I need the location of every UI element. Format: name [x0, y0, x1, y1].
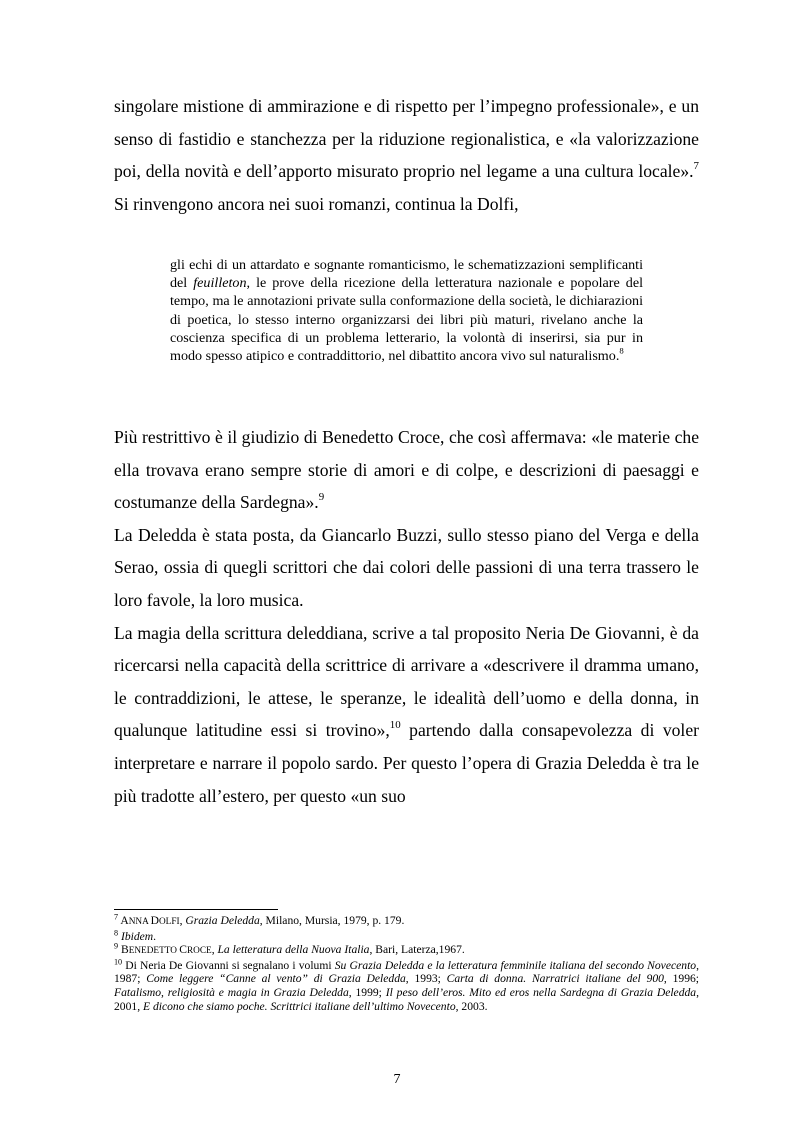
footnote-7: $^7$ ANNA DOLFI, Grazia Deledda, Milano, Mursia, 1979, p. 179.: [114, 912, 405, 927]
main-text-lower: [114, 421, 699, 812]
footnote-9: $^9$ BENEDETTO CROCE, La letteratura della Nuova Italia, Bari, Laterza,1967.: [114, 941, 465, 957]
footnote-ref-8[interactable]: 8: [619, 345, 624, 356]
page-number: 7: [393, 1072, 401, 1087]
paragraph-dolfi: singolare mistione di ammirazione e di rispetto per l’impegno professionale», e un senso di fastidio e stanchezza per la riduzione regionalistica, e «la valorizzazione poi, della novità e dell’apporto misurato proprio nel legame a una cultura locale».$^7$ Si rinvengono ancora nei suoi romanzi, continua la Dolfi,: [114, 96, 699, 214]
footnotes: [114, 914, 699, 1013]
block-quote: gli echi di un attardato e sognante romanticismo, le schematizzazioni semplificanti del feuilleton, le prove della ricezione della letteratura nazionale e popolare del tempo, ma le annotazioni private sulla conformazione della società, le dichiarazioni di poetica, lo stesso interno organizzarsi dei libri più maturi, rivelano anche la coscienza specifica di un problema letterario, la volontà di inserirsi, sia pur in modo spesso atipico e contraddittorio, nel dibattito ancora vivo sul naturalismo.$^8$: [170, 257, 643, 365]
footnote-separator: [114, 909, 278, 910]
footnote-ref-7[interactable]: 7: [693, 160, 699, 173]
paragraph-croce: Più restrittivo è il giudizio di Benedetto Croce, che così affermava: «le materie che ella trovava erano sempre storie di amori e di colpe, e descrizioni di paesaggi e costumanze della Sardegna».$^9$: [114, 427, 699, 513]
footnote-ref-10[interactable]: 10: [389, 719, 401, 732]
main-text-upper: [114, 90, 699, 220]
footnote-10: $^{10}$ Di Neria De Giovanni si segnalano i volumi Su Grazia Deledda e la letteratura femminile italiana del secondo Novecento, 1987; Come leggere “Canne al vento” di Grazia Deledda, 1993; Carta di donna. Narratrici italiane del 900, 1996; Fatalismo, religiosità e magia in Grazia Deledda, 1999; Il peso dell’eros. Mito ed eros nella Sardegna di Grazia Deledda, 2001, E dicono che siamo poche. Scrittrici italiane dell’ultimo Novecento, 2003.: [114, 957, 700, 1013]
footnote-ref-9[interactable]: 9: [318, 491, 325, 504]
paragraph-de-giovanni: La magia della scrittura deleddiana, scrive a tal proposito Neria De Giovanni, è da ricercarsi nella capacità della scrittrice di arrivare a «descrivere il dramma umano, le contraddizioni, le attese, le speranze, le idealità dell’uomo e della donna, in qualunque latitudine essi si trovino»,$^{10}$ partendo dalla consapevolezza di voler interpretare e narrare il popolo sardo. Per questo l’opera di Grazia Deledda è tra le più tradotte all’estero, per questo «un suo: [114, 622, 699, 806]
paragraph-buzzi: La Deledda è stata posta, da Giancarlo Buzzi, sullo stesso piano del Verga e della Serao, ossia di quegli scrittori che dai colori delle passioni di una terra trassero le loro favole, la loro musica.: [114, 524, 699, 610]
footnote-8: $^8$ Ibidem.: [114, 928, 157, 943]
